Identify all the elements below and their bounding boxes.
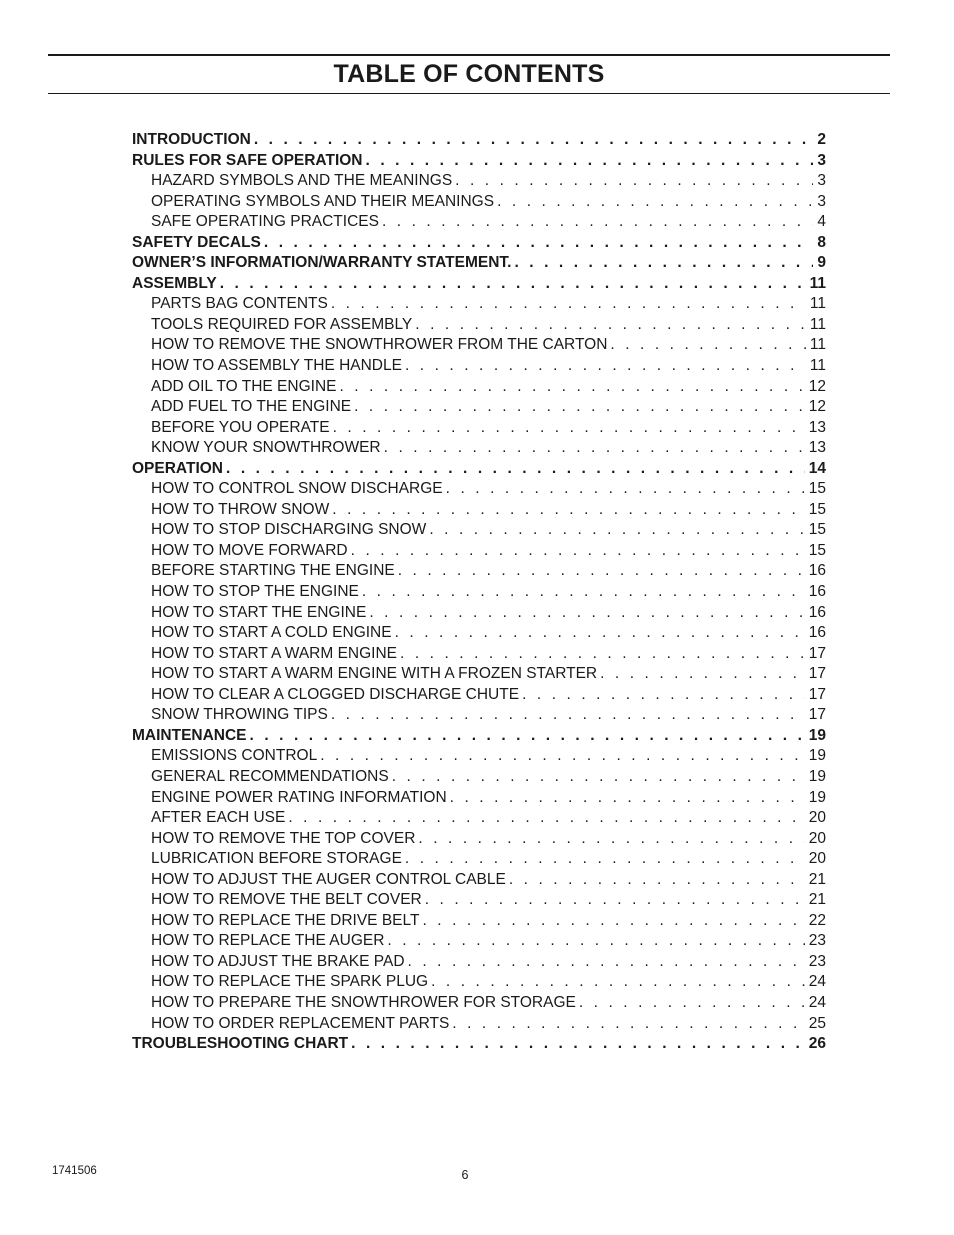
toc-entry-title: HOW TO REPLACE THE AUGER	[151, 932, 385, 950]
toc-entry-title: TROUBLESHOOTING CHART	[132, 1035, 349, 1053]
toc-dot-leader	[405, 849, 805, 870]
toc-dot-leader	[264, 233, 813, 254]
toc-subsection-entry[interactable]	[132, 520, 826, 541]
toc-dot-leader	[250, 726, 805, 747]
toc-entry-title: HOW TO START A COLD ENGINE	[151, 624, 392, 642]
toc-entry-page: 25	[808, 1014, 826, 1032]
toc-entry-title: HOW TO ORDER REPLACEMENT PARTS	[151, 1014, 450, 1032]
toc-entry-page: 11	[809, 295, 826, 313]
toc-entry-title: ASSEMBLY	[132, 274, 217, 292]
toc-entry-page: 19	[808, 726, 826, 744]
toc-dot-leader	[497, 192, 813, 213]
toc-entry-page: 17	[808, 665, 826, 683]
toc-subsection-entry[interactable]	[132, 993, 826, 1014]
toc-entry-title: INTRODUCTION	[132, 131, 251, 148]
toc-subsection-entry[interactable]	[132, 746, 826, 767]
toc-subsection-entry[interactable]	[132, 623, 826, 644]
toc-entry-page: 12	[808, 398, 826, 416]
toc-entry-page: 19	[808, 767, 826, 785]
toc-entry-title: HOW TO START THE ENGINE	[151, 603, 367, 621]
toc-dot-leader	[452, 1014, 804, 1035]
toc-subsection-entry[interactable]	[132, 335, 826, 356]
toc-subsection-entry[interactable]	[132, 603, 826, 624]
toc-entry-page: 15	[808, 541, 826, 559]
toc-entry-title: ENGINE POWER RATING INFORMATION	[151, 788, 447, 806]
toc-entry-page: 16	[808, 603, 826, 621]
toc-dot-leader	[392, 767, 805, 788]
toc-dot-leader	[429, 520, 804, 541]
toc-subsection-entry[interactable]	[132, 767, 826, 788]
toc-dot-leader	[351, 541, 805, 562]
toc-dot-leader	[395, 623, 805, 644]
toc-entry-title: HOW TO PREPARE THE SNOWTHROWER FOR STORAGE	[151, 993, 576, 1011]
toc-entry-page: 12	[808, 377, 826, 395]
toc-dot-leader	[339, 377, 804, 398]
toc-subsection-entry[interactable]	[132, 664, 826, 685]
toc-entry-page: 23	[808, 932, 826, 950]
toc-entry-page: 13	[808, 439, 826, 457]
toc-entry-page: 19	[808, 747, 826, 765]
toc-entry-page: 4	[817, 213, 826, 231]
toc-entry-title: HOW TO THROW SNOW	[151, 500, 330, 518]
toc-entry-title: HOW TO REPLACE THE SPARK PLUG	[151, 973, 429, 991]
toc-section-entry[interactable]	[132, 253, 826, 274]
toc-entry-title: BEFORE STARTING THE ENGINE	[151, 562, 395, 580]
toc-entry-page: 24	[808, 973, 826, 991]
toc-entry-page: 2	[817, 131, 826, 148]
toc-entry-title: HOW TO CONTROL SNOW DISCHARGE	[151, 480, 443, 498]
toc-subsection-entry[interactable]	[132, 849, 826, 870]
toc-entry-title: KNOW YOUR SNOWTHROWER	[151, 439, 381, 457]
toc-dot-leader	[331, 294, 806, 315]
toc-entry-page: 23	[808, 952, 826, 970]
toc-entry-page: 26	[808, 1035, 826, 1053]
toc-entry-page: 20	[808, 829, 826, 847]
toc-subsection-entry[interactable]	[132, 315, 826, 336]
toc-dot-leader	[600, 664, 805, 685]
toc-entry-page: 3	[817, 192, 826, 210]
toc-entry-title: HAZARD SYMBOLS AND THE MEANINGS	[151, 172, 453, 190]
toc-entry-page: 3	[817, 172, 826, 190]
toc-entry-title: HOW TO REMOVE THE SNOWTHROWER FROM THE CARTON	[151, 336, 608, 354]
toc-entry-title: OWNER’S INFORMATION/WARRANTY STATEMENT.	[132, 254, 512, 272]
toc-subsection-entry[interactable]	[132, 192, 826, 213]
toc-entry-title: LUBRICATION BEFORE STORAGE	[151, 850, 402, 868]
toc-subsection-entry[interactable]	[132, 356, 826, 377]
toc-entry-title: HOW TO REMOVE THE TOP COVER	[151, 829, 416, 847]
toc-entry-title: HOW TO ASSEMBLY THE HANDLE	[151, 357, 402, 375]
toc-dot-leader	[398, 561, 805, 582]
toc-entry-title: HOW TO STOP DISCHARGING SNOW	[151, 521, 427, 539]
toc-subsection-entry[interactable]	[132, 377, 826, 398]
toc-entry-page: 11	[809, 274, 826, 292]
document-number: 1741506	[52, 1165, 97, 1177]
toc-dot-leader	[333, 418, 805, 439]
toc-entry-page: 17	[808, 644, 826, 662]
toc-subsection-entry[interactable]	[132, 644, 826, 665]
toc-dot-leader	[332, 500, 805, 521]
toc-dot-leader	[351, 1034, 805, 1055]
toc-subsection-entry[interactable]	[132, 788, 826, 809]
toc-dot-leader	[387, 931, 804, 952]
toc-subsection-entry[interactable]	[132, 397, 826, 418]
toc-entry-page: 16	[808, 583, 826, 601]
toc-subsection-entry[interactable]	[132, 911, 826, 932]
toc-dot-leader	[415, 315, 806, 336]
toc-subsection-entry[interactable]	[132, 685, 826, 706]
toc-subsection-entry[interactable]	[132, 541, 826, 562]
toc-dot-leader	[362, 582, 805, 603]
toc-section-entry[interactable]	[132, 151, 826, 172]
toc-section-entry[interactable]	[132, 1034, 826, 1055]
toc-subsection-entry[interactable]	[132, 972, 826, 993]
toc-dot-leader	[422, 911, 804, 932]
toc-entry-title: OPERATING SYMBOLS AND THEIR MEANINGS	[151, 192, 495, 210]
toc-entry-title: HOW TO REMOVE THE BELT COVER	[151, 891, 422, 909]
toc-entry-page: 3	[817, 151, 826, 169]
toc-entry-title: HOW TO CLEAR A CLOGGED DISCHARGE CHUTE	[151, 685, 520, 703]
toc-entry-title: HOW TO START A WARM ENGINE	[151, 644, 398, 662]
toc-entry-title: ADD OIL TO THE ENGINE	[151, 377, 337, 395]
toc-dot-leader	[369, 603, 804, 624]
toc-entry-page: 15	[808, 500, 826, 518]
toc-entry-page: 17	[808, 685, 826, 703]
toc-entry-title: SAFETY DECALS	[132, 233, 261, 251]
toc-entry-page: 9	[817, 254, 826, 272]
toc-entry-title: ADD FUEL TO THE ENGINE	[151, 398, 352, 416]
toc-dot-leader	[450, 788, 805, 809]
toc-subsection-entry[interactable]	[132, 705, 826, 726]
toc-entry-page: 20	[808, 850, 826, 868]
toc-section-entry[interactable]	[132, 130, 826, 151]
toc-subsection-entry[interactable]	[132, 952, 826, 973]
toc-entry-page: 15	[808, 480, 826, 498]
toc-entry-title: BEFORE YOU OPERATE	[151, 418, 330, 436]
toc-entry-page: 13	[808, 418, 826, 436]
toc-entry-page: 21	[808, 870, 826, 888]
toc-dot-leader	[579, 993, 805, 1014]
toc-section-entry[interactable]	[132, 233, 826, 254]
toc-dot-leader	[384, 438, 805, 459]
toc-entry-page: 20	[808, 809, 826, 827]
toc-dot-leader	[418, 829, 804, 850]
toc-entry-title: HOW TO MOVE FORWARD	[151, 541, 348, 559]
toc-subsection-entry[interactable]	[132, 870, 826, 891]
toc-entry-page: 22	[808, 911, 826, 929]
toc-dot-leader	[514, 253, 813, 274]
toc-subsection-entry[interactable]	[132, 294, 826, 315]
toc-entry-page: 19	[808, 788, 826, 806]
toc-entry-title: HOW TO REPLACE THE DRIVE BELT	[151, 911, 420, 929]
toc-entry-page: 11	[809, 357, 826, 375]
toc-entry-title: MAINTENANCE	[132, 726, 247, 744]
toc-entry-page: 11	[809, 315, 826, 333]
toc-section-entry[interactable]	[132, 274, 826, 295]
toc-subsection-entry[interactable]	[132, 479, 826, 500]
toc-dot-leader	[425, 890, 805, 911]
toc-entry-page: 16	[808, 624, 826, 642]
toc-subsection-entry[interactable]	[132, 582, 826, 603]
toc-subsection-entry[interactable]	[132, 890, 826, 911]
title-band	[48, 54, 890, 94]
toc-subsection-entry[interactable]	[132, 561, 826, 582]
toc-entry-title: GENERAL RECOMMENDATIONS	[151, 767, 389, 785]
toc-dot-leader	[331, 705, 805, 726]
toc-dot-leader	[509, 870, 805, 891]
toc-entry-title: OPERATION	[132, 459, 223, 477]
toc-entry-page: 21	[808, 891, 826, 909]
toc-subsection-entry[interactable]	[132, 438, 826, 459]
toc-entry-title: HOW TO ADJUST THE BRAKE PAD	[151, 952, 405, 970]
toc-entry-title: AFTER EACH USE	[151, 809, 286, 827]
toc-dot-leader	[610, 335, 805, 356]
toc-dot-leader	[254, 130, 814, 151]
toc-entry-page: 16	[808, 562, 826, 580]
toc-dot-leader	[405, 356, 806, 377]
toc-dot-leader	[354, 397, 805, 418]
toc-subsection-entry[interactable]	[132, 500, 826, 521]
toc-subsection-entry[interactable]	[132, 829, 826, 850]
toc-dot-leader	[455, 171, 813, 192]
toc-subsection-entry[interactable]	[132, 171, 826, 192]
toc-dot-leader	[522, 685, 805, 706]
toc-dot-leader	[446, 479, 805, 500]
page-title: TABLE OF CONTENTS	[333, 60, 605, 88]
toc-entry-page: 8	[817, 233, 826, 251]
toc-entry-title: SNOW THROWING TIPS	[151, 706, 328, 724]
toc-dot-leader	[320, 746, 805, 767]
toc-entry-title: TOOLS REQUIRED FOR ASSEMBLY	[151, 315, 413, 333]
toc-section-entry[interactable]	[132, 459, 826, 480]
toc-subsection-entry[interactable]	[132, 1014, 826, 1035]
toc-section-entry[interactable]	[132, 726, 826, 747]
toc-subsection-entry[interactable]	[132, 418, 826, 439]
toc-subsection-entry[interactable]	[132, 212, 826, 233]
toc-entry-title: HOW TO ADJUST THE AUGER CONTROL CABLE	[151, 870, 506, 888]
toc-entry-page: 11	[809, 336, 826, 354]
toc-dot-leader	[408, 952, 805, 973]
toc-dot-leader	[400, 644, 805, 665]
toc-dot-leader	[366, 151, 814, 172]
toc-subsection-entry[interactable]	[132, 808, 826, 829]
toc-subsection-entry[interactable]	[132, 931, 826, 952]
toc-entry-title: EMISSIONS CONTROL	[151, 747, 318, 765]
toc-entry-title: HOW TO START A WARM ENGINE WITH A FROZEN STARTER	[151, 665, 598, 683]
toc-entry-title: PARTS BAG CONTENTS	[151, 295, 328, 313]
toc-entry-page: 15	[808, 521, 826, 539]
page-number: 6	[461, 1168, 469, 1182]
toc-entry-page: 17	[808, 706, 826, 724]
table-of-contents	[132, 130, 826, 1055]
toc-dot-leader	[431, 972, 805, 993]
toc-dot-leader	[220, 274, 806, 295]
toc-entry-title: SAFE OPERATING PRACTICES	[151, 213, 379, 231]
toc-dot-leader	[382, 212, 813, 233]
toc-entry-page: 14	[808, 459, 826, 477]
toc-dot-leader	[226, 459, 805, 480]
toc-entry-page: 24	[808, 993, 826, 1011]
toc-entry-title: HOW TO STOP THE ENGINE	[151, 583, 359, 601]
toc-dot-leader	[288, 808, 804, 829]
toc-entry-title: RULES FOR SAFE OPERATION	[132, 151, 363, 169]
